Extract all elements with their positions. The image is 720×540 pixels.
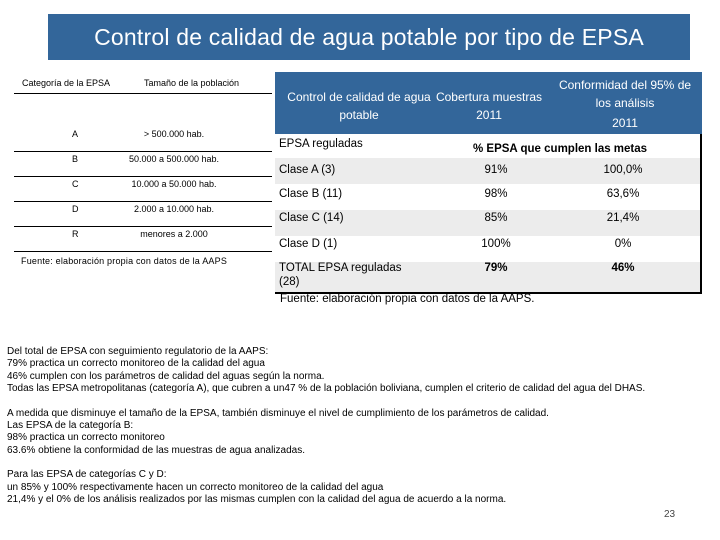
category-cell: D bbox=[72, 204, 79, 214]
population-cell: 2.000 a 10.000 hab. bbox=[133, 204, 215, 214]
population-cell: > 500.000 hab. bbox=[143, 129, 205, 139]
summary-line: Para las EPSA de categorías C y D: bbox=[7, 469, 167, 481]
water-quality-table bbox=[275, 72, 702, 294]
class-label: Clase B (11) bbox=[279, 188, 343, 200]
subheader-targets: % EPSA que cumplen las metas bbox=[473, 143, 648, 155]
coverage-value: 98% bbox=[484, 188, 508, 200]
summary-line: 79% practica un correcto monitoreo de la calidad del agua bbox=[7, 358, 265, 370]
category-cell: B bbox=[72, 154, 79, 164]
category-cell: A bbox=[72, 129, 79, 139]
column-header-conformity-year: 2011 bbox=[612, 116, 638, 130]
total-count: (28) bbox=[279, 276, 300, 288]
table-row-total bbox=[275, 262, 700, 292]
total-conformity-value: 46% bbox=[611, 262, 635, 274]
conformity-value: 63,6% bbox=[606, 188, 640, 200]
category-cell: R bbox=[72, 229, 79, 239]
summary-line: un 85% y 100% respectivamente hacen un correcto monitoreo de la calidad del agua bbox=[7, 481, 384, 493]
table-row bbox=[275, 184, 700, 210]
table-row bbox=[14, 227, 272, 252]
population-cell: menores a 2.000 bbox=[140, 229, 208, 239]
summary-line: Las EPSA de la categoría B: bbox=[7, 420, 134, 432]
conformity-value: 100,0% bbox=[603, 164, 643, 176]
title-banner bbox=[48, 14, 690, 62]
column-header-conformity: Conformidad del 95% de los análisis bbox=[558, 78, 692, 110]
class-label: Clase D (1) bbox=[279, 238, 338, 250]
summary-line: 21,4% y el 0% de los análisis realizados por las mismas cumplen con la calidad del agua de acuerdo a la norma. bbox=[7, 494, 507, 506]
table-row bbox=[14, 177, 272, 202]
summary-line: 63.6% obtiene la conformidad de las muestras de agua analizadas. bbox=[7, 444, 305, 456]
category-cell: C bbox=[72, 179, 79, 189]
table-header bbox=[14, 76, 272, 94]
population-cell: 50.000 a 500.000 hab. bbox=[128, 154, 220, 164]
conformity-value: 21,4% bbox=[606, 212, 640, 224]
page-number: 23 bbox=[664, 509, 676, 520]
coverage-value: 85% bbox=[484, 212, 508, 224]
coverage-value: 91% bbox=[484, 164, 508, 176]
summary-line: Todas las EPSA metropolitanas (categoría A), que cubren a un47 % de la población boliviana, cumplen el criterio de calidad del agua del DHAS. bbox=[7, 383, 646, 395]
table-subheader bbox=[275, 134, 700, 158]
population-category-table bbox=[14, 76, 272, 266]
table-source-note: Fuente: elaboración propia con datos de la AAPS bbox=[21, 256, 228, 266]
column-header-population: Tamaño de la población bbox=[144, 78, 240, 88]
class-label: Clase A (3) bbox=[279, 164, 336, 176]
population-cell: 10.000 a 50.000 hab. bbox=[131, 179, 217, 189]
slide-title: Control de calidad de agua potable por tipo de EPSA bbox=[94, 24, 644, 50]
summary-text bbox=[7, 346, 712, 518]
summary-paragraph bbox=[7, 346, 712, 396]
class-label: Clase C (14) bbox=[279, 212, 344, 224]
table-header bbox=[275, 72, 702, 134]
table-row bbox=[275, 158, 700, 184]
subheader-regulated: EPSA reguladas bbox=[279, 138, 363, 150]
table-row bbox=[275, 236, 700, 262]
table-row bbox=[14, 127, 272, 152]
table-row bbox=[14, 152, 272, 177]
coverage-value: 100% bbox=[481, 238, 511, 250]
summary-line: 46% cumplen con los parámetros de calidad del aguas según la norma. bbox=[7, 370, 325, 382]
column-header-quality-control: Control de calidad de agua potable bbox=[287, 90, 431, 122]
summary-line: Del total de EPSA con seguimiento regulatorio de la AAPS: bbox=[7, 346, 269, 357]
table-source-note: Fuente: elaboración propia con datos de la AAPS. bbox=[280, 293, 535, 305]
summary-line: A medida que disminuye el tamaño de la EPSA, también disminuye el nivel de cumplimiento de los parámetros de calidad. bbox=[7, 407, 549, 419]
summary-paragraph bbox=[7, 469, 712, 506]
summary-line: 98% practica un correcto monitoreo bbox=[7, 432, 165, 444]
total-label: TOTAL EPSA reguladas bbox=[279, 262, 402, 274]
summary-paragraph bbox=[7, 408, 712, 458]
table-row bbox=[275, 210, 700, 236]
column-header-coverage: Cobertura muestras 2011 bbox=[435, 90, 543, 122]
total-coverage-value: 79% bbox=[484, 262, 508, 274]
column-header-category: Categoría de la EPSA bbox=[22, 78, 111, 88]
conformity-value: 0% bbox=[614, 238, 632, 250]
table-row bbox=[14, 202, 272, 227]
